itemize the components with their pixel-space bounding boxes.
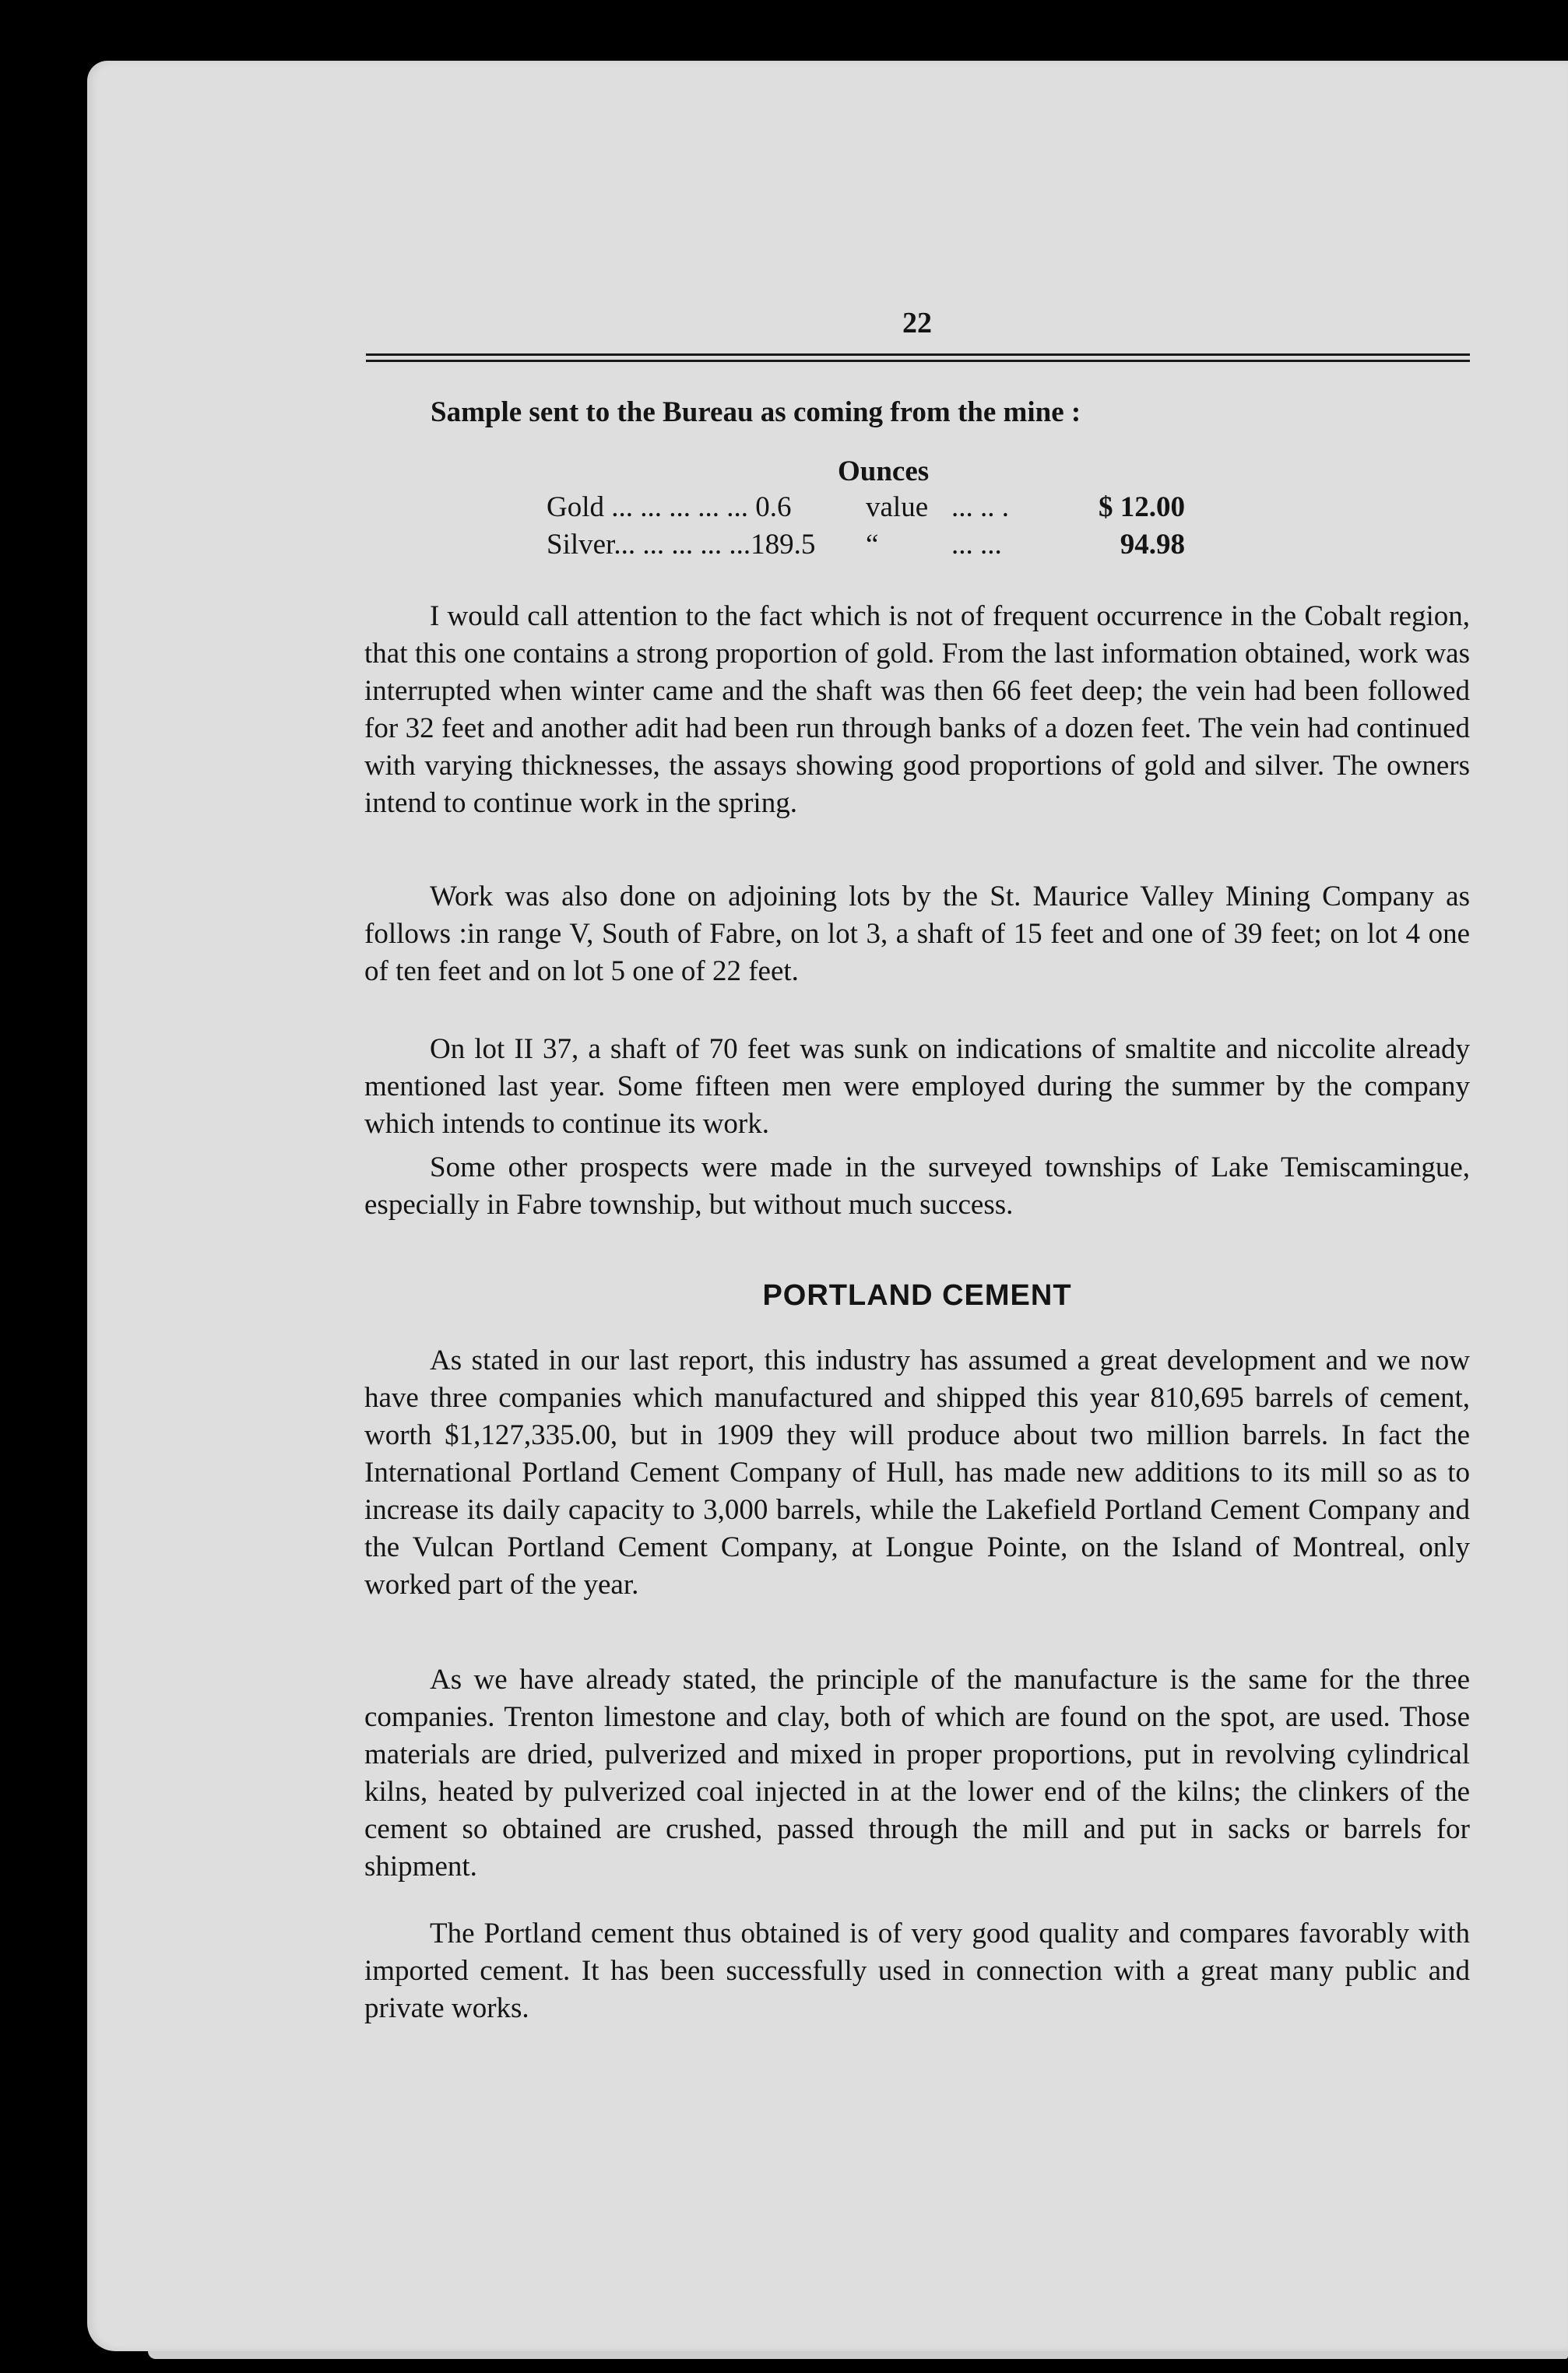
assay-quantity: 189.5	[751, 529, 816, 561]
paragraph-cement-quality: The Portland cement thus obtained is of very good quality and compares favorably with imported cement. It has been successfully used in connection with a great many public and private works.	[364, 1918, 1470, 2024]
paragraph-manufacture-process: As we have already stated, the principle of the manufacture is the same for the three companies. Trenton limestone and clay, both of which are found on the spot, are used. Those materials are dried, pulverized and mixed in proper proportions, put in revolving cylindrical kilns, heated by pulverized coal injected in at the lower end of the kilns; the clinkers of the cement so obtained are crushed, passed through the mill and put in sacks or barrels for shipment.	[364, 1664, 1470, 1883]
assay-header-ounces: Ounces	[838, 455, 930, 487]
assay-metal-label: Gold ... ... ... ... ...	[547, 491, 748, 523]
assay-row-silver	[547, 526, 1294, 564]
header-rule-bottom	[366, 360, 1470, 362]
page-bottom-edge	[148, 2351, 1568, 2359]
paragraph-other-prospects: Some other prospects were made in the surveyed townships of Lake Temiscamingue, especially in Fabre township, but without much success.	[364, 1151, 1470, 1221]
page-number: 22	[902, 307, 932, 339]
assay-table	[547, 453, 1294, 564]
paragraph-lot-ii-37: On lot II 37, a shaft of 70 feet was sunk on indications of smaltite and niccolite already mentioned last year. Some fifteen men were employed during the summer by the company which intends to continue its work.	[364, 1033, 1470, 1140]
assay-unit: “	[866, 529, 879, 561]
assay-leader-dots: ... ...	[951, 529, 1002, 561]
paragraph-gold-proportion: I would call attention to the fact which is not of frequent occurrence in the Cobalt region, that this one contains a strong proportion of gold. From the last information obtained, work was interrupted when winter came and the shaft was then 66 feet deep; the vein had been followed for 32 feet and another adit had been run through banks of a dozen feet. The vein had continued with varying thicknesses, the assays showing good proportions of gold and silver. The owners intend to continue work in the spring.	[364, 600, 1470, 819]
sample-heading: Sample sent to the Bureau as coming from the mine :	[431, 396, 1081, 428]
assay-unit: value	[866, 491, 929, 523]
assay-metal-label: Silver... ... ... ... ...	[547, 529, 751, 561]
assay-leader-dots: ... .. .	[951, 491, 1009, 523]
assay-amount: $ 12.00	[1099, 491, 1185, 523]
header-double-rule	[366, 353, 1470, 363]
assay-metal	[547, 526, 866, 564]
assay-quantity: 0.6	[755, 491, 792, 523]
assay-metal	[547, 489, 866, 526]
section-heading-portland-cement: PORTLAND CEMENT	[762, 1279, 1072, 1312]
header-rule-top	[366, 353, 1470, 356]
paragraph-st-maurice-work: Work was also done on adjoining lots by the St. Maurice Valley Mining Company as follows :in range V, South of Fabre, on lot 3, a shaft of 15 feet and one of 39 feet; on lot 4 one of ten feet and on lot 5 one of 22 feet.	[364, 881, 1470, 987]
assay-amount: 94.98	[1120, 529, 1185, 561]
paragraph-cement-development: As stated in our last report, this industry has assumed a great development and we now have three companies which manufactured and shipped this year 810,695 barrels of cement, worth $1,127,335.00, but in 1909 they will produce about two million barrels. In fact the International Portland Cement Company of Hull, has made new additions to its mill so as to increase its daily capacity to 3,000 barrels, while the Lakefield Portland Cement Company and the Vulcan Portland Cement Company, at Longue Pointe, on the Island of Montreal, only worked part of the year.	[364, 1345, 1470, 1601]
assay-row-gold	[547, 489, 1294, 526]
